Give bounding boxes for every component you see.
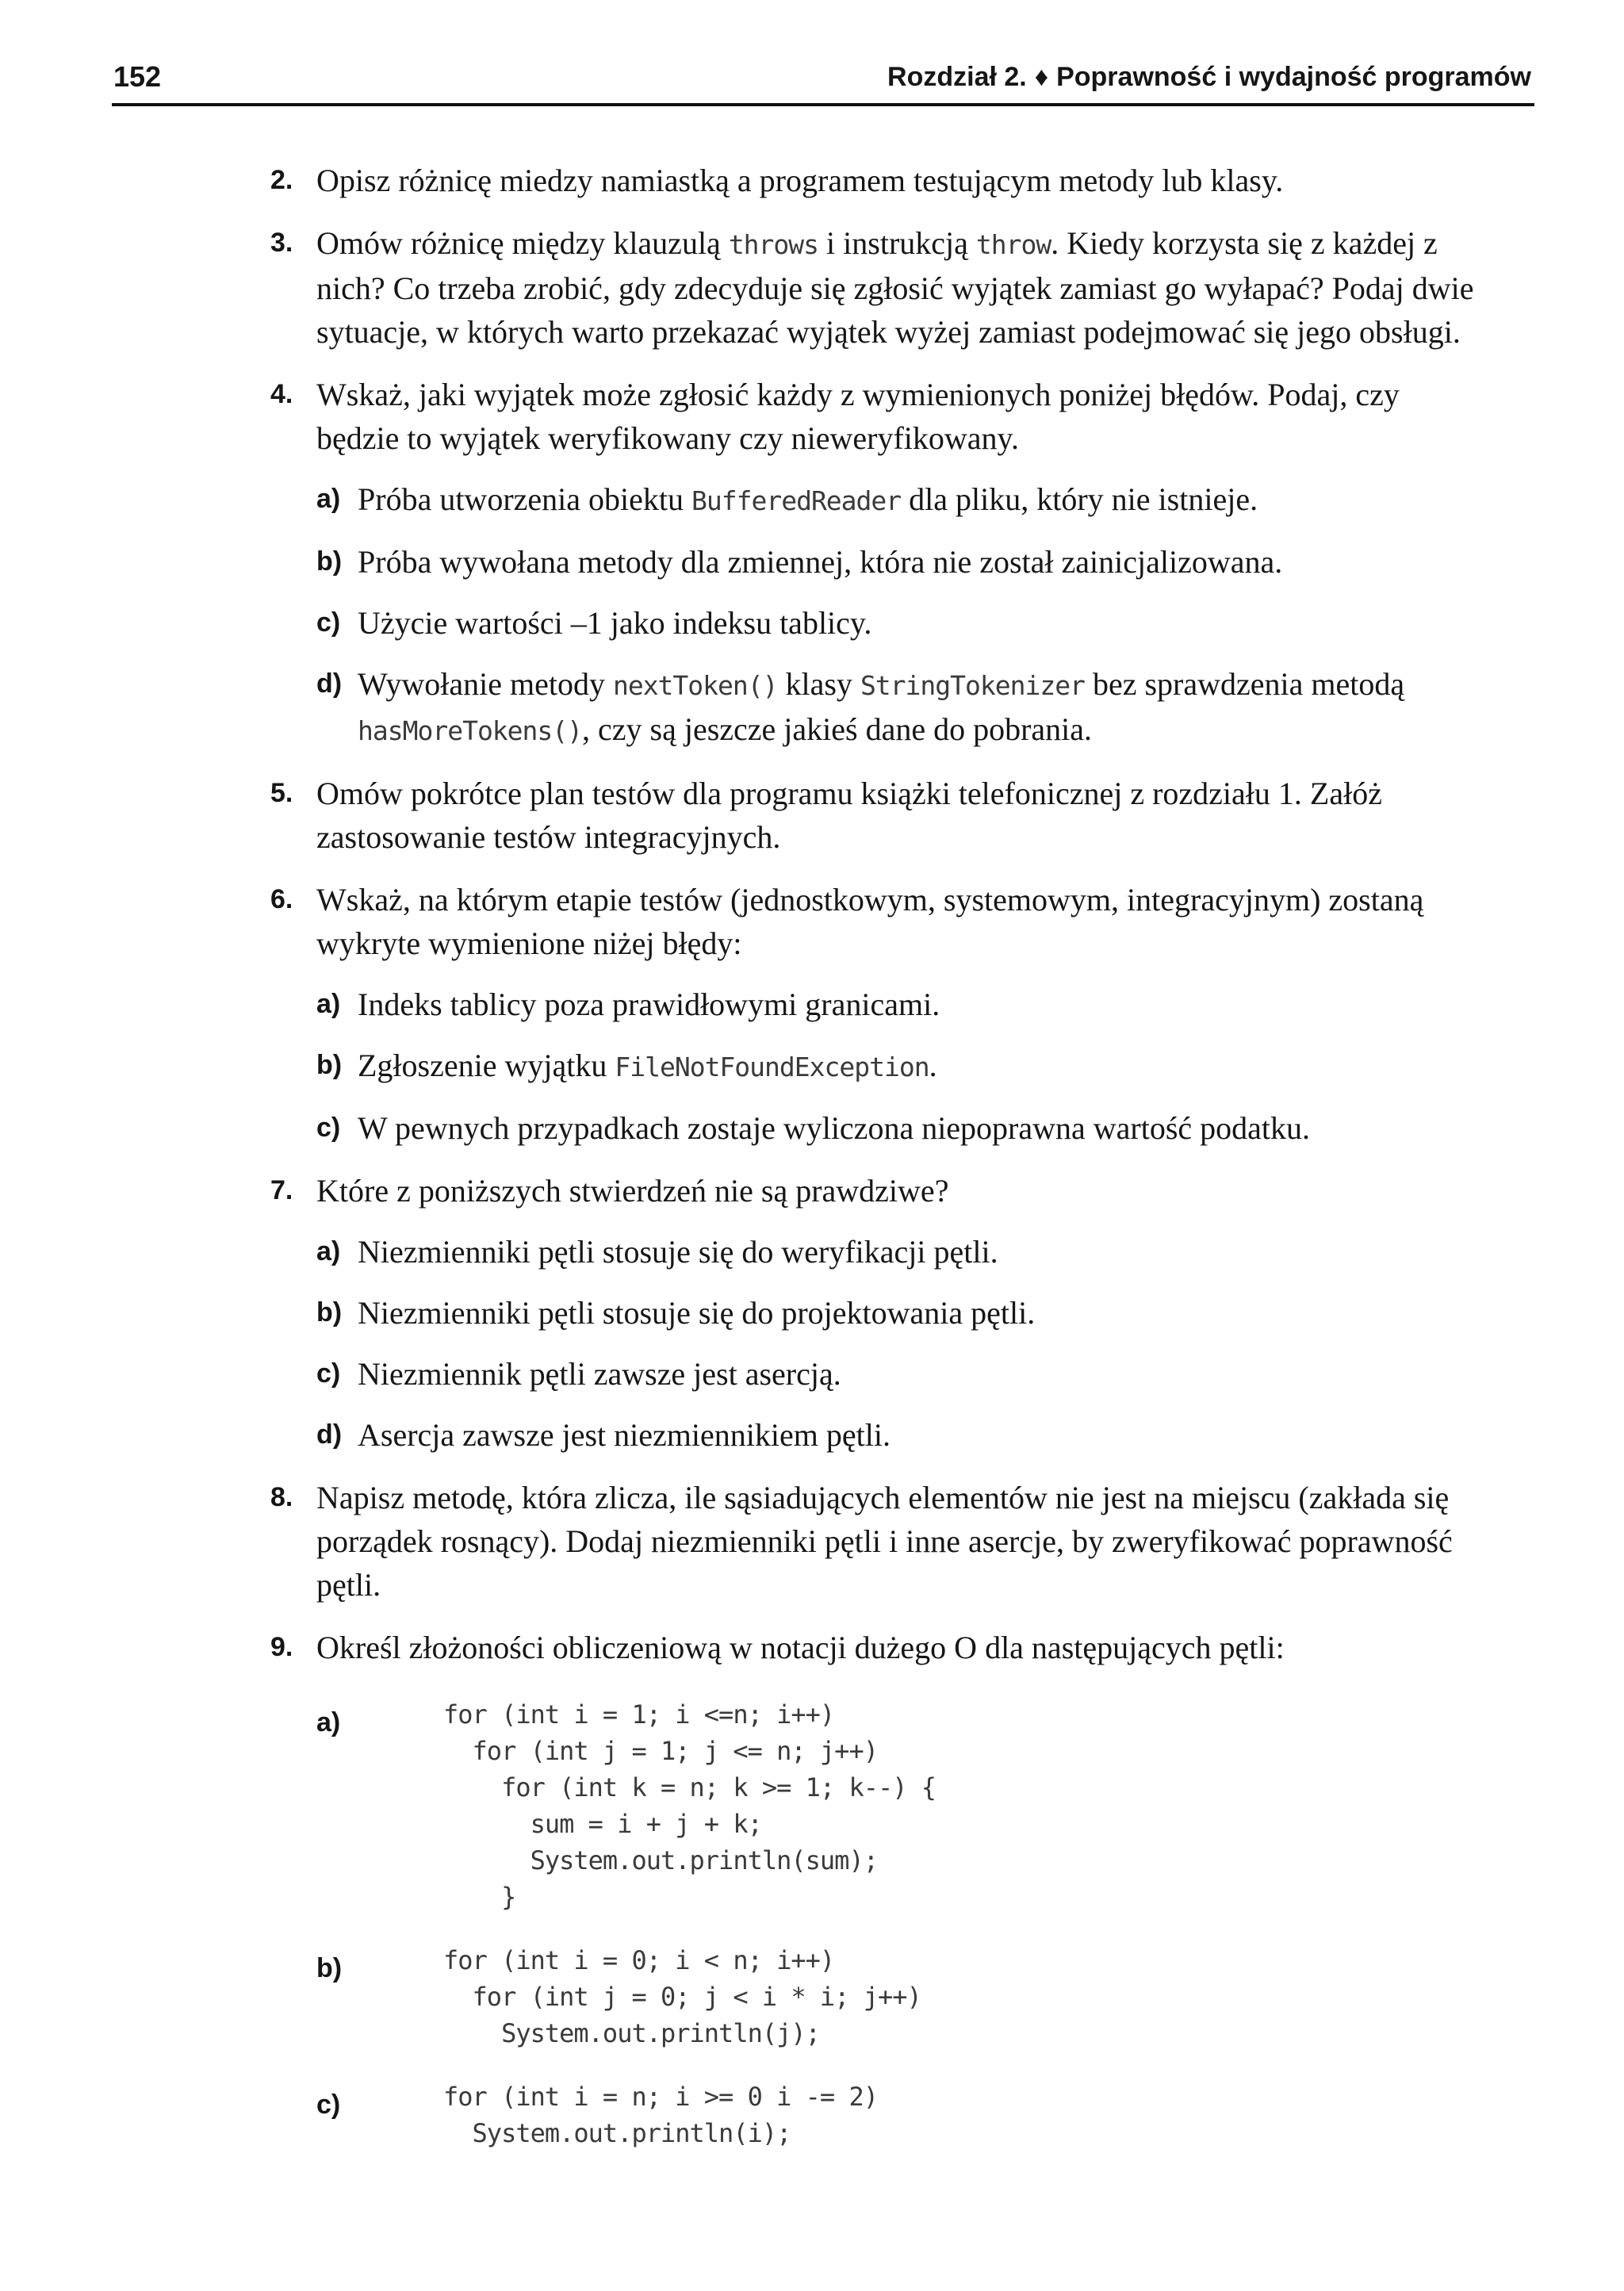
question-8 [270,1476,1476,1607]
question-text: Opisz różnicę miedzy namiastką a programem testującym metody lub klasy. [316,163,1284,198]
code-block: for (int i = n; i >= 0 i -= 2) System.out.println(i); [443,2082,878,2148]
text-run: bez sprawdzenia metodą [1084,666,1405,702]
question-6 [270,878,1476,1150]
question-4 [270,373,1476,753]
code-item-b [316,1942,1476,2052]
question-text: Napisz metodę, która zlicza, ile sąsiadujących elementów nie jest na miejscu (zakłada się porządek rosnący). Dodaj niezmienniki pętli i inne asercje, by zweryfikować poprawność pętli. [316,1480,1453,1603]
sub-item-b [316,1044,1476,1089]
code-hasmoretokens: hasMoreTokens() [358,715,583,746]
code-throw: throw [975,229,1051,260]
question-text [316,225,1473,350]
sub-letter: d) [316,669,343,699]
sub-item-d [316,662,1476,753]
code-stringtokenizer: StringTokenizer [860,670,1085,701]
sub-items [316,983,1476,1150]
sub-letter: b) [316,1050,343,1080]
chapter-label: Rozdział 2. [887,62,1027,92]
sub-text: Asercja zawsze jest niezmiennikiem pętli. [358,1417,891,1453]
code-filenotfoundexception: FileNotFoundException [615,1052,929,1082]
question-number: 7. [270,1175,293,1205]
question-number: 8. [270,1482,293,1512]
text-run: i instrukcją [818,225,976,261]
running-head [887,62,1531,93]
exercise-list [270,159,1476,2170]
code-nexttoken: nextToken() [612,670,778,701]
question-3 [270,221,1476,354]
sub-items [316,477,1476,753]
text-run: , czy są jeszcze jakieś dane do pobrania. [582,711,1093,747]
sub-letter: a) [316,1707,341,1737]
question-7 [270,1169,1476,1457]
sub-letter: b) [316,1297,343,1327]
sub-items [316,1230,1476,1457]
code-block: for (int i = 1; i <=n; i++) for (int j = 1; j <= n; j++) for (int k = n; k >= 1; k--) { sum = i + j + k; System.out.println(sum); } [443,1699,936,1912]
sub-item-c [316,601,1476,645]
sub-text: Indeks tablicy poza prawidłowymi granicami. [358,987,940,1022]
question-text: Omów pokrótce plan testów dla programu książki telefonicznej z rozdziału 1. Załóż zastosowanie testów integracyjnych. [316,776,1382,855]
text-run: Próba utworzenia obiektu [358,481,691,517]
sub-letter: c) [316,2090,341,2120]
sub-letter: b) [316,1953,343,1983]
text-run: klasy [777,666,860,702]
question-number: 6. [270,884,293,914]
sub-text: Niezmiennik pętli zawsze jest asercją. [358,1356,841,1392]
question-5 [270,772,1476,859]
question-text: Wskaż, jaki wyjątek może zgłosić każdy z wymienionych poniżej błędów. Podaj, czy będzie to wyjątek weryfikowany czy nieweryfikowany. [316,377,1400,456]
question-text: Wskaż, na którym etapie testów (jednostkowym, systemowym, integracyjnym) zostaną wykryte wymienione niżej błędy: [316,882,1424,961]
sub-letter: a) [316,1236,341,1266]
sub-letter: a) [316,989,341,1019]
sub-item-b [316,540,1476,584]
sub-text: Próba wywołana metody dla zmiennej, która nie został zainicjalizowana. [358,544,1283,580]
code-block: for (int i = 0; i < n; i++) for (int j = 0; j < i * i; j++) System.out.println(j); [443,1945,921,2048]
sub-letter: b) [316,546,343,577]
sub-item-b [316,1291,1476,1335]
text-run: Zgłoszenie wyjątku [358,1048,615,1083]
sub-text: Niezmienniki pętli stosuje się do projektowania pętli. [358,1295,1036,1331]
question-number: 2. [270,165,293,195]
sub-letter: a) [316,484,341,514]
code-item-c [316,2078,1476,2151]
question-number: 3. [270,228,293,258]
sub-item-c [316,1106,1476,1150]
sub-letter: c) [316,1358,341,1389]
sub-item-a [316,1230,1476,1274]
sub-item-a [316,477,1476,523]
sub-item-c [316,1352,1476,1396]
code-item-a [316,1696,1476,1915]
question-text: Określ złożoności obliczeniową w notacji dużego O dla następujących pętli: [316,1630,1285,1665]
question-2 [270,159,1476,202]
sub-letter: c) [316,1113,341,1143]
sub-text: Użycie wartości –1 jako indeksu tablicy. [358,605,872,641]
question-9 [270,1626,1476,2151]
code-bufferedreader: BufferedReader [691,485,902,516]
page-number: 152 [113,60,162,93]
sub-item-d [316,1413,1476,1457]
diamond-icon: ♦ [1034,62,1049,92]
text-run: . Kiedy korzysta się z każdej z nich? Co trzeba zrobić, gdy zdecyduje się zgłosić wyjątek zamiast go wyłapać? Podaj dwie sytuacje, w których warto przekazać wyjątek wyżej zamiast podejmować się jego obsługi. [316,225,1474,350]
page-header [112,57,1534,106]
sub-letter: d) [316,1419,343,1450]
question-number: 5. [270,778,293,808]
sub-item-a [316,983,1476,1026]
question-number: 4. [270,379,293,409]
code-throws: throws [728,229,819,260]
text-run: . [929,1048,937,1083]
text-run: Omów różnicę między klauzulą [316,225,729,261]
question-text: Które z poniższych stwierdzeń nie są prawdziwe? [316,1173,949,1209]
sub-text: W pewnych przypadkach zostaje wyliczona niepoprawna wartość podatku. [358,1110,1311,1146]
text-run: Wywołanie metody [358,666,613,702]
question-number: 9. [270,1632,293,1662]
chapter-title: Poprawność i wydajność programów [1056,62,1531,92]
sub-letter: c) [316,607,341,638]
text-run: dla pliku, który nie istnieje. [901,481,1258,517]
sub-text: Niezmienniki pętli stosuje się do weryfikacji pętli. [358,1234,998,1270]
